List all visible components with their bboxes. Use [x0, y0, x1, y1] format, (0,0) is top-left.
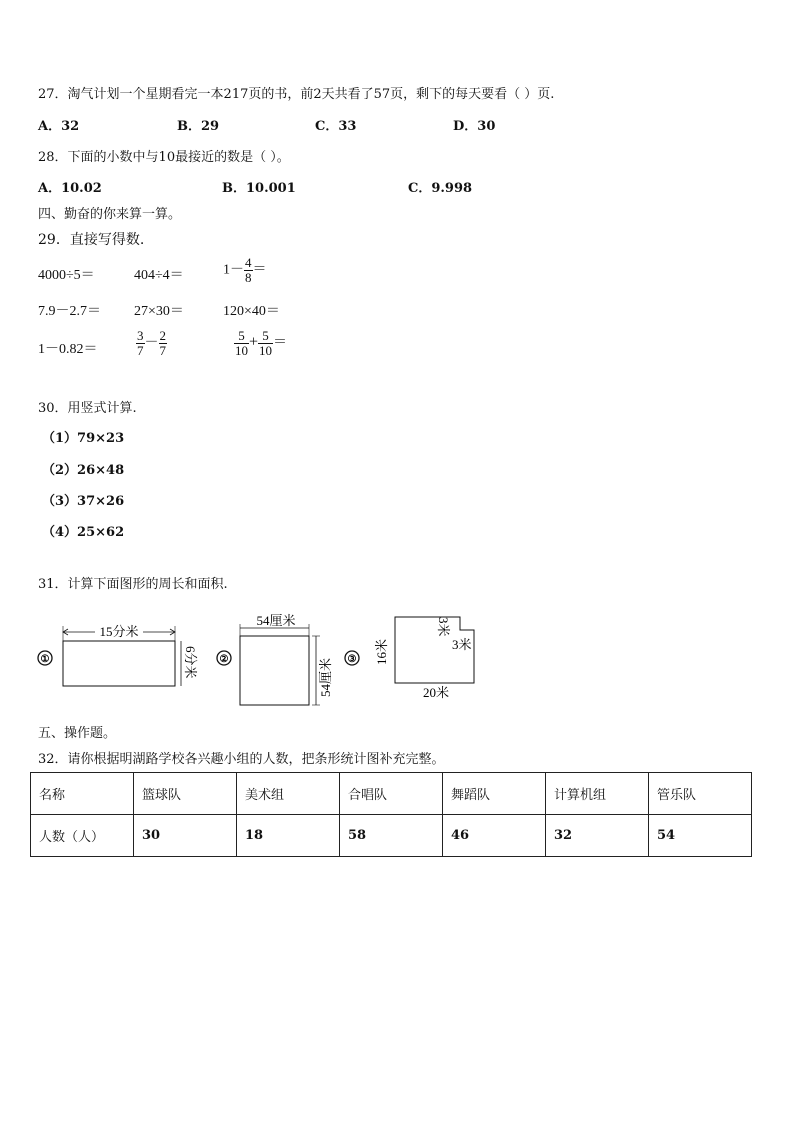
fraction: $\frac{4}{8}$	[245, 255, 252, 285]
interest-group-table	[30, 772, 752, 857]
figure-1-height-label: 6分米	[183, 646, 198, 679]
table-cell: 篮球队	[134, 773, 237, 815]
q29-stem: 29．直接写得数.	[38, 232, 145, 248]
figure-3	[345, 617, 474, 700]
figure-1-marker: ①	[40, 654, 50, 665]
table-cell: 18	[237, 815, 340, 857]
figure-2-marker: ②	[219, 654, 229, 665]
table-cell: 54	[649, 815, 752, 857]
q31-stem: 31．计算下面图形的周长和面积.	[38, 577, 228, 592]
fraction: $\frac{2}{7}$	[159, 328, 166, 358]
table-header-count: 人数（人）	[31, 815, 134, 857]
q30-stem: 30．用竖式计算.	[38, 401, 137, 416]
q27-option-b: B．29	[177, 119, 220, 134]
q28-stem: 28．下面的小数中与10最接近的数是（ ）。	[38, 150, 290, 165]
table-cell: 舞蹈队	[443, 773, 546, 815]
q27-option-c: C．33	[315, 119, 357, 134]
table-row	[31, 773, 752, 815]
figure-2-width-label: 54厘米	[256, 613, 296, 628]
fraction: $\frac{5}{10}$	[235, 328, 248, 358]
section-5-heading: 五、操作题。	[38, 726, 117, 741]
table-cell: 32	[546, 815, 649, 857]
q29-r2-a: 7.9－2.7＝	[38, 304, 101, 319]
q29-r2-b: 27×30＝	[134, 304, 184, 319]
table-cell: 管乐队	[649, 773, 752, 815]
q27-option-a: A．32	[38, 119, 80, 134]
figure-3-height-label: 16米	[374, 638, 389, 665]
table-cell: 计算机组	[546, 773, 649, 815]
q29-r1-a: 4000÷5＝	[38, 268, 95, 283]
q29-r2-c: 120×40＝	[223, 304, 280, 319]
figure-3-marker: ③	[347, 654, 357, 665]
figure-3-width-label: 20米	[422, 685, 450, 700]
q31-figures	[0, 600, 794, 710]
q30-item-4: （4）25×62	[42, 525, 125, 540]
figure-3-notch-v-label: 3米	[436, 617, 451, 637]
figure-3-notch-h-label: 3米	[452, 637, 472, 652]
table-cell: 30	[134, 815, 237, 857]
figure-2	[217, 613, 333, 705]
table-cell: 58	[340, 815, 443, 857]
q30-item-1: （1）79×23	[42, 431, 125, 446]
q29-r1-b: 404÷4＝	[134, 268, 184, 283]
figure-1-width-label: 15分米	[99, 624, 139, 639]
q32-stem: 32．请你根据明湖路学校各兴趣小组的人数，把条形统计图补充完整。	[38, 752, 445, 767]
q30-item-2: （2）26×48	[42, 463, 125, 478]
q28-option-a: A．10.02	[38, 181, 102, 196]
section-4-heading: 四、勤奋的你来算一算。	[38, 207, 182, 222]
q28-option-b: B．10.001	[222, 181, 296, 196]
figure-2-height-label: 54厘米	[318, 657, 333, 697]
q30-item-3: （3）37×26	[42, 494, 125, 509]
figure-1	[38, 624, 198, 686]
table-header-name: 名称	[31, 773, 134, 815]
fraction: $\frac{3}{7}$	[137, 328, 144, 358]
q29-r1-c: 1－ $\frac{4}{8}$ ＝	[223, 255, 267, 285]
table-row	[31, 815, 752, 857]
q28-option-c: C．9.998	[408, 181, 473, 196]
q29-r3-a: 1－0.82＝	[38, 342, 98, 357]
q27-option-d: D．30	[453, 119, 496, 134]
q27-stem: 27．淘气计划一个星期看完一本217页的书，前2天共看了57页，剩下的每天要看（ ）页.	[38, 87, 555, 102]
table-cell: 美术组	[237, 773, 340, 815]
table-cell: 合唱队	[340, 773, 443, 815]
q29-r3-c: $\frac{5}{10}$ + $\frac{5}{10}$ ＝	[235, 328, 288, 358]
table-cell: 46	[443, 815, 546, 857]
q29-r3-b: $\frac{3}{7}$ － $\frac{2}{7}$	[137, 328, 166, 358]
fraction: $\frac{5}{10}$	[259, 328, 273, 358]
